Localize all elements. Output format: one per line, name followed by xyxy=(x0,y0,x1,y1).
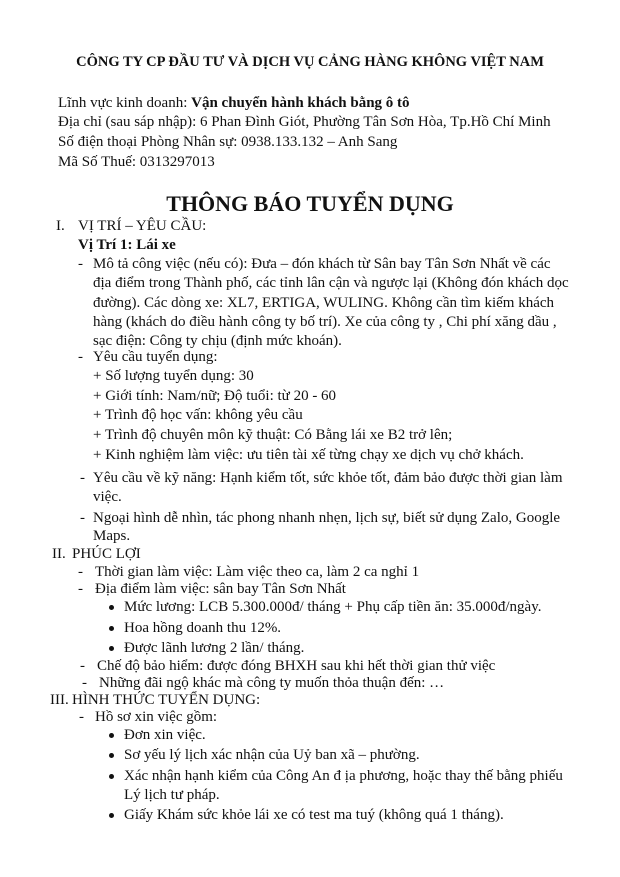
dash: - xyxy=(80,510,85,526)
dash: - xyxy=(78,256,83,272)
dash: - xyxy=(80,658,85,674)
benefit-item: Mức lương: LCB 5.300.000đ/ tháng + Phụ cấp tiền ăn: 35.000đ/ngày. xyxy=(124,599,542,615)
benefit-item: Hoa hồng doanh thu 12%. xyxy=(124,620,282,636)
section-3-heading: HÌNH THỨC TUYỂN DỤNG: xyxy=(72,692,261,708)
requirement-item: + Trình độ học vấn: không yêu cầu xyxy=(93,407,303,423)
description-line: hàng (khách do điều hành công ty bố trí). Xe của công ty , Chi phí xăng dầu , xyxy=(93,314,557,330)
bullet-icon xyxy=(109,646,114,651)
section-1-number: I. xyxy=(56,218,65,234)
bullet-icon xyxy=(109,774,114,779)
description-line: Mô tả công việc (nếu có): Đưa – đón khách từ Sân bay Tân Sơn Nhất về các xyxy=(93,256,551,272)
document-item: Sơ yếu lý lịch xác nhận của Uỷ ban xã – phường. xyxy=(124,747,420,763)
bullet-icon xyxy=(109,813,114,818)
bullet-icon xyxy=(109,733,114,738)
dash: - xyxy=(82,675,87,691)
document-item: Giấy Khám sức khỏe lái xe có test ma tuý (không quá 1 tháng). xyxy=(124,807,504,823)
requirements-heading: Yêu cầu tuyển dụng: xyxy=(93,349,218,365)
document-title: THÔNG BÁO TUYỂN DỤNG xyxy=(166,191,454,216)
document-item: Xác nhận hạnh kiểm của Công An đ ịa phương, hoặc thay thế bằng phiếu xyxy=(124,768,563,784)
other-benefits: Những đãi ngộ khác mà công ty muốn thỏa thuận đến: … xyxy=(99,675,445,691)
business-field xyxy=(58,95,410,111)
requirement-item: + Kinh nghiệm làm việc: ưu tiên tài xế từng chạy xe dịch vụ chở khách. xyxy=(93,447,524,463)
tax-code: Mã Số Thuế: 0313297013 xyxy=(58,154,215,170)
section-3-number: III. xyxy=(50,692,69,708)
dash: - xyxy=(79,709,84,725)
work-time: Thời gian làm việc: Làm việc theo ca, làm 2 ca nghỉ 1 xyxy=(95,564,420,580)
description-line: sạc điện: Công ty chịu (định mức khoán). xyxy=(93,333,342,349)
section-2-number: II. xyxy=(52,546,66,562)
requirement-item: + Trình độ chuyên môn kỹ thuật: Có Bằng lái xe B2 trở lên; xyxy=(93,427,453,443)
appearance-line: Ngoại hình dễ nhìn, tác phong nhanh nhẹn, lịch sự, biết sử dụng Zalo, Google xyxy=(93,510,561,526)
document-item: Đơn xin việc. xyxy=(124,727,206,743)
dash: - xyxy=(78,349,83,365)
work-location: Địa điểm làm việc: sân bay Tân Sơn Nhất xyxy=(95,581,346,597)
section-1-heading: VỊ TRÍ – YÊU CẦU: xyxy=(78,218,207,234)
bullet-icon xyxy=(109,753,114,758)
insurance: Chế độ bảo hiểm: được đóng BHXH sau khi hết thời gian thử việc xyxy=(97,658,496,674)
dash: - xyxy=(80,470,85,486)
dash: - xyxy=(78,564,83,580)
document-item-continued: Lý lịch tư pháp. xyxy=(124,787,220,803)
description-line: địa điểm trong Thành phố, các tỉnh lân cận và ngược lại (Không đón khách dọc xyxy=(93,275,569,291)
address: Địa chỉ (sau sáp nhập): 6 Phan Đình Giót, Phường Tân Sơn Hòa, Tp.Hồ Chí Minh xyxy=(58,114,551,130)
requirement-item: + Giới tính: Nam/nữ; Độ tuổi: từ 20 - 60 xyxy=(93,388,337,404)
requirement-item: + Số lượng tuyển dụng: 30 xyxy=(93,368,254,384)
documents-heading: Hồ sơ xin việc gồm: xyxy=(95,709,218,725)
skills-line: Yêu cầu về kỹ năng: Hạnh kiểm tốt, sức khỏe tốt, đảm bảo được thời gian làm xyxy=(93,470,563,486)
description-line: đường). Các dòng xe: XL7, ERTIGA, WULING. Không cần tìm kiếm khách xyxy=(93,295,555,311)
bullet-icon xyxy=(109,605,114,610)
company-name: CÔNG TY CP ĐẦU TƯ VÀ DỊCH VỤ CẢNG HÀNG KHÔNG VIỆT NAM xyxy=(76,54,544,70)
business-field-label: Lĩnh vực kinh doanh: xyxy=(58,95,192,111)
benefit-item: Được lãnh lương 2 lần/ tháng. xyxy=(124,640,305,656)
position-title: Vị Trí 1: Lái xe xyxy=(78,237,176,253)
skills-line: việc. xyxy=(93,489,122,505)
section-2-heading: PHÚC LỢI xyxy=(72,546,141,562)
bullet-icon xyxy=(109,626,114,631)
dash: - xyxy=(78,581,83,597)
business-field-value: Vận chuyển hành khách bằng ô tô xyxy=(191,95,410,111)
phone: Số điện thoại Phòng Nhân sự: 0938.133.132 – Anh Sang xyxy=(58,134,398,150)
appearance-line: Maps. xyxy=(93,528,131,544)
